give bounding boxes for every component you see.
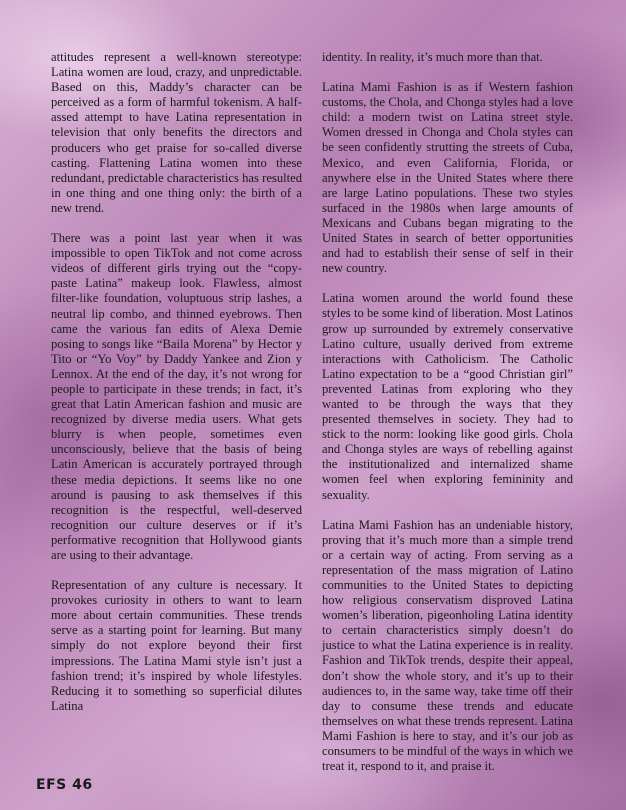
- article-column-right: [322, 50, 573, 789]
- paragraph: Latina women around the world found these styles to be some kind of liberation. Most Latinos grow up surrounded by extremely conservative Latino culture, usually derived from extreme interactions with Catholicism. The Catholic Latino expectation to be a “good Christian girl” prevented Latinas from exploring who they wanted to be through the ways that they presented themselves in society. They had to stick to the norm: looking like good girls. Chola and Chonga styles are ways of rebelling against the institutionalized and internalized shame women feel when exploring femininity and sexuality.: [322, 291, 573, 502]
- paragraph: There was a point last year when it was impossible to open TikTok and not come across videos of different girls trying out the “copy-paste Latina” makeup look. Flawless, almost filter-like foundation, voluptuous strip lashes, a neutral lip combo, and thinned eyebrows. Then came the various fan edits of Alexa Demie posing to songs like “Baila Morena” by Hector y Tito or “Yo Voy” by Daddy Yankee and Zion y Lennox. At the end of the day, it’s not wrong for people to participate in these trends; in fact, it’s great that Latin American fashion and music are recognized by diverse media users. What gets blurry is when people, sometimes even unconsciously, believe that the basis of being Latin American is accurately portrayed through these media depictions. It seems like no one around is pausing to ask themselves if this recognition is the respectful, well-deserved recognition our culture deserves or if it’s performative recognition that Hollywood giants are using to their advantage.: [51, 231, 302, 562]
- paragraph: attitudes represent a well-known stereotype: Latina women are loud, crazy, and unpredictable. Based on this, Maddy’s character can be perceived as a form of harmful tokenism. A half-assed attempt to have Latina representation in television that only benefits the directors and producers who get praise for so-called diverse casting. Flattening Latina women into these redundant, predictable characteristics has resulted in one thing and one thing only: the birth of a new trend.: [51, 50, 302, 215]
- paragraph: Latina Mami Fashion is as if Western fashion customs, the Chola, and Chonga styles had a love child: a modern twist on Latina street style. Women dressed in Chonga and Chola styles can be seen confidently strutting the streets of Cuba, Mexico, and even California, Florida, or anywhere else in the United States where there are large Latino populations. These two styles surfaced in the 1980s when large amounts of Mexicans and Cubans began migrating to the United States in search of better opportunities and had to establish their sense of self in their new country.: [322, 80, 573, 276]
- paragraph: Latina Mami Fashion has an undeniable history, proving that it’s much more than a simple trend or a certain way of acting. From serving as a representation of the mass migration of Latino communities to the United States to depicting how religious conservatism disproved Latina women’s liberation, pigeonholing Latina identity to certain characteristics simply doesn’t do justice to what the Latina experience is in reality. Fashion and TikTok trends, despite their appeal, don’t show the whole story, and it’s up to their audiences to, in the same way, take time off their day to consume these trends and educate themselves on what these trends represent. Latina Mami Fashion is here to stay, and it’s our job as consumers to be mindful of the ways in which we treat it, respond to it, and praise it.: [322, 517, 573, 774]
- paragraph: Representation of any culture is necessary. It provokes curiosity in others to want to learn more about certain communities. These trends serve as a starting point for learning. But many simply do not explore beyond their first impressions. The Latina Mami style isn’t just a fashion trend; it’s inspired by whole lifestyles. Reducing it to something so superficial dilutes Latina: [51, 578, 302, 713]
- page-number: EFS 46: [36, 777, 93, 793]
- article-column-left: [51, 50, 302, 729]
- paragraph: identity. In reality, it’s much more than that.: [322, 50, 543, 64]
